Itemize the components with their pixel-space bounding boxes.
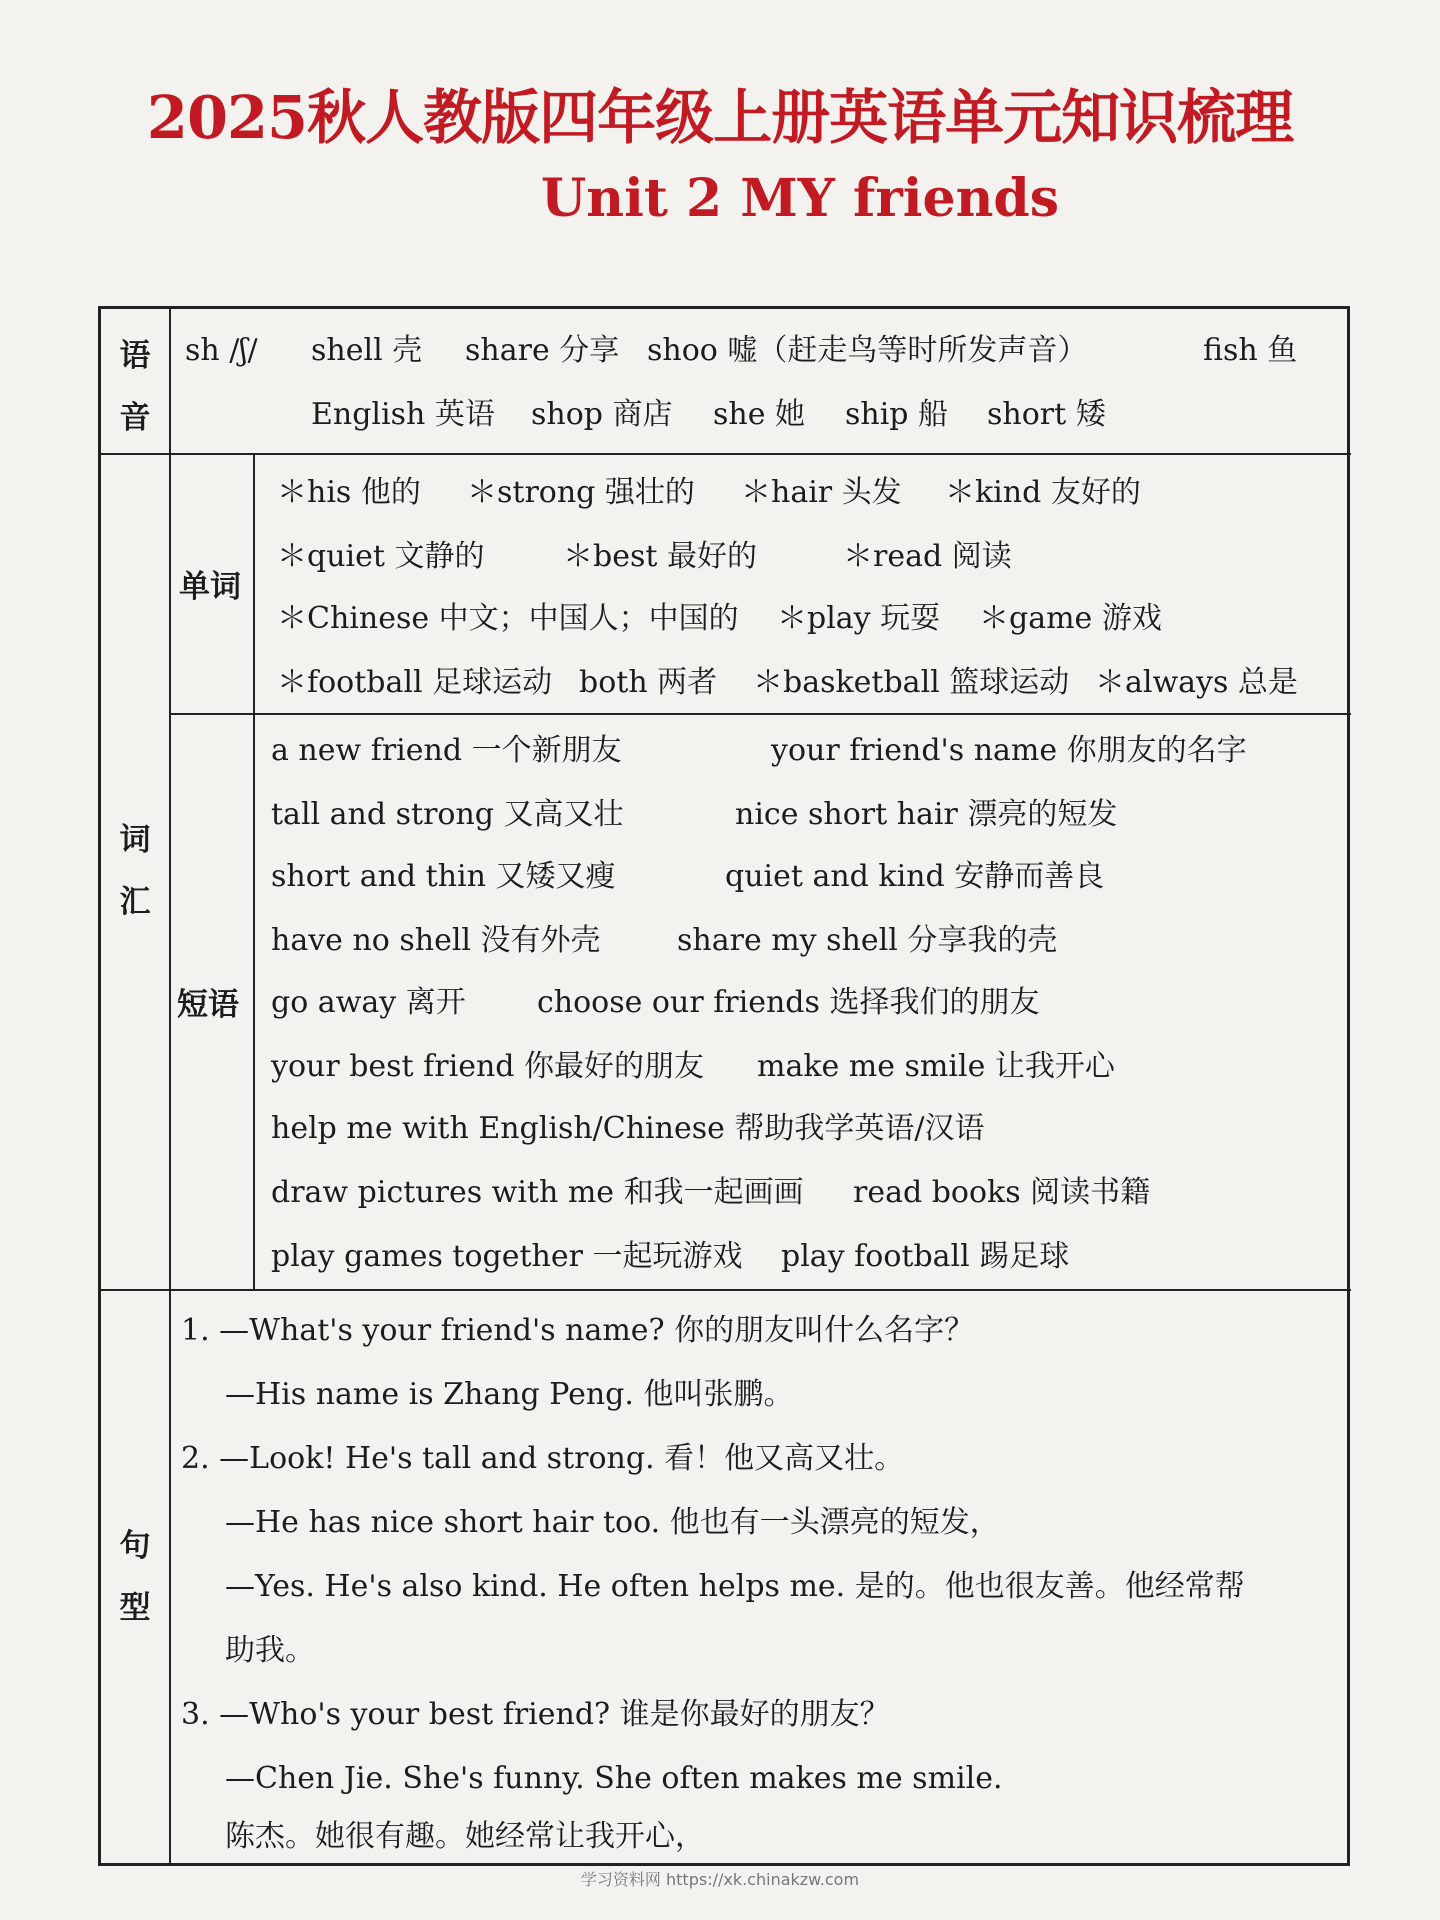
sentence-line: —Chen Jie. She's funny. She often makes me smile. (225, 1761, 1003, 1796)
sub-phrases-label: 短语 (177, 987, 239, 1023)
phonics-word: ship 船 (845, 397, 949, 432)
phrase-item: play games together 一起玩游戏 (271, 1239, 743, 1274)
phrase-item: help me with English/Chinese 帮助我学英语/汉语 (271, 1111, 985, 1146)
phrase-item: your best friend 你最好的朋友 (271, 1049, 705, 1084)
word-item: ＊Chinese 中文；中国人；中国的 (277, 601, 739, 636)
knowledge-table (98, 306, 1350, 1866)
sentence-line: 2. —Look! He's tall and strong. 看！他又高又壮。 (181, 1441, 905, 1476)
phonics-word: short 矮 (987, 397, 1106, 432)
word-item: both 两者 (579, 665, 718, 700)
phonics-word: shell 壳 (311, 333, 423, 368)
page-subtitle: Unit 2 MY friends (540, 168, 1060, 229)
word-item: ＊best 最好的 (563, 539, 757, 574)
phonics-word: shoo 嘘（赶走鸟等时所发声音） (647, 333, 1088, 368)
phrase-item: nice short hair 漂亮的短发 (735, 797, 1118, 832)
phrase-item: draw pictures with me 和我一起画画 (271, 1175, 804, 1210)
phrase-item: quiet and kind 安静而善良 (725, 859, 1105, 894)
word-item: ＊play 玩耍 (777, 601, 941, 636)
sentence-line: 1. —What's your friend's name? 你的朋友叫什么名字？ (181, 1313, 975, 1348)
phrase-item: a new friend 一个新朋友 (271, 733, 622, 768)
divider-sub-col (253, 453, 255, 1289)
divider-phonics (101, 453, 1351, 455)
word-item: ＊game 游戏 (979, 601, 1162, 636)
phrase-item: share my shell 分享我的壳 (677, 923, 1058, 958)
sentence-line: —His name is Zhang Peng. 他叫张鹏。 (225, 1377, 794, 1412)
category-vocabulary (107, 809, 163, 933)
word-item: ＊basketball 篮球运动 (753, 665, 1070, 700)
phrase-item: tall and strong 又高又壮 (271, 797, 624, 832)
phonics-sound: sh /ʃ/ (185, 333, 258, 368)
word-item: ＊kind 友好的 (945, 475, 1141, 510)
word-item: ＊always 总是 (1095, 665, 1298, 700)
word-item: ＊read 阅读 (843, 539, 1012, 574)
phrase-item: read books 阅读书籍 (853, 1175, 1151, 1210)
word-item: ＊his 他的 (277, 475, 421, 510)
page-title: 2025秋人教版四年级上册英语单元知识梳理 (146, 83, 1294, 152)
word-item: ＊strong 强壮的 (467, 475, 695, 510)
phonics-word: share 分享 (465, 333, 620, 368)
phonics-word: shop 商店 (531, 397, 673, 432)
category-sentences-label: 句型 (119, 1528, 151, 1626)
phonics-word: English 英语 (311, 397, 495, 432)
divider-category-col (169, 309, 171, 1865)
category-phonics-label: 语音 (119, 338, 151, 436)
phrase-item: short and thin 又矮又瘦 (271, 859, 616, 894)
phrase-item: your friend's name 你朋友的名字 (771, 733, 1247, 768)
sentence-line: —He has nice short hair too. 他也有一头漂亮的短发， (225, 1505, 1000, 1540)
sentence-line: 3. —Who's your best friend? 谁是你最好的朋友？ (181, 1697, 890, 1732)
phrase-item: have no shell 没有外壳 (271, 923, 601, 958)
phonics-word: she 她 (713, 397, 806, 432)
category-vocabulary-label: 词汇 (119, 822, 151, 920)
category-phonics (107, 325, 163, 449)
divider-vocab (101, 1289, 1351, 1291)
sub-words-label: 单词 (179, 569, 241, 605)
word-item: ＊football 足球运动 (277, 665, 553, 700)
sentence-line: —Yes. He's also kind. He often helps me. 是的。他也很友善。他经常帮 (225, 1569, 1245, 1604)
phonics-word: fish 鱼 (1203, 333, 1298, 368)
phrase-item: choose our friends 选择我们的朋友 (537, 985, 1040, 1020)
phrase-item: make me smile 让我开心 (757, 1049, 1115, 1084)
divider-words (169, 713, 1351, 715)
header (0, 78, 1440, 234)
footer-source: 学习资料网 https://xk.chinakzw.com (580, 1870, 860, 1889)
sentence-line: 助我。 (225, 1633, 315, 1668)
word-item: ＊hair 头发 (741, 475, 902, 510)
word-item: ＊quiet 文静的 (277, 539, 485, 574)
phrase-item: play football 踢足球 (781, 1239, 1070, 1274)
category-sentences (107, 1515, 163, 1639)
sentence-line: 陈杰。她很有趣。她经常让我开心， (225, 1819, 705, 1854)
phrase-item: go away 离开 (271, 985, 466, 1020)
